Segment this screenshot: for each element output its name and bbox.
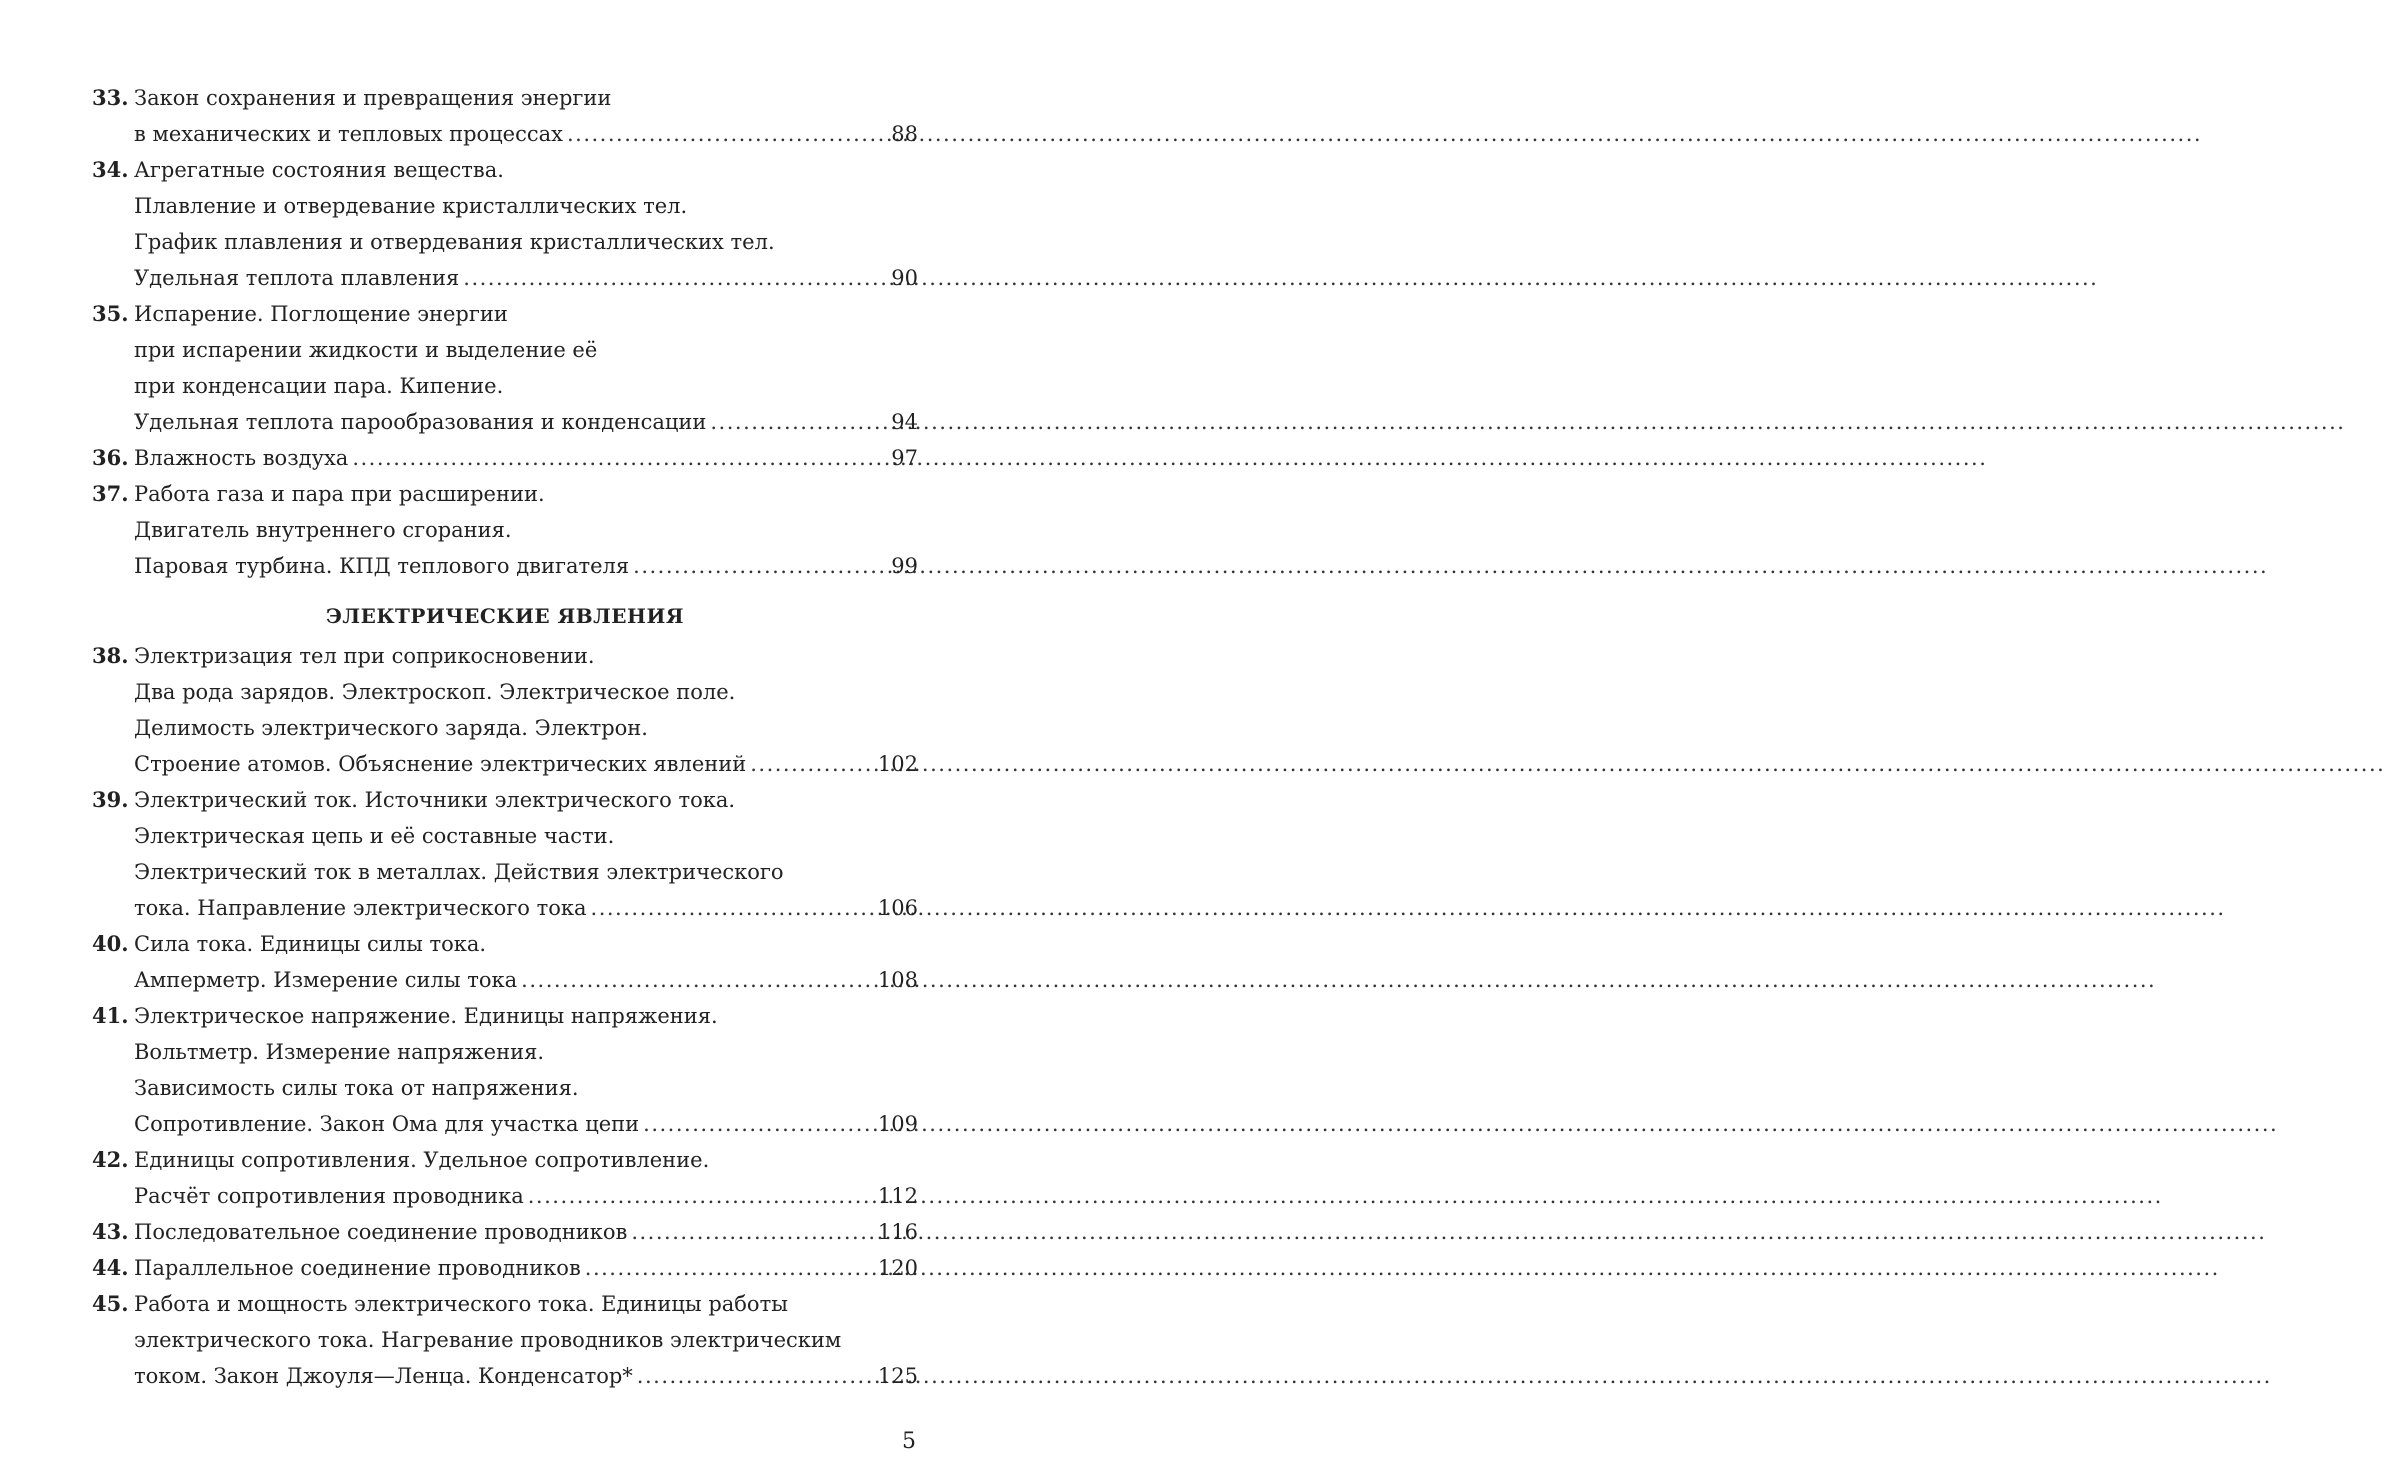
dot-leader xyxy=(521,962,874,998)
entry-title-line: Делимость электрического заряда. Электрон. xyxy=(134,716,648,740)
dot-leader xyxy=(585,1250,874,1286)
dot-leader xyxy=(750,746,874,782)
entry-last-line xyxy=(134,440,918,476)
entry-page-number: 125 xyxy=(877,1364,918,1388)
entry-number: 37. xyxy=(92,481,129,506)
entry-page-number: 120 xyxy=(877,1256,918,1280)
entry-title-line: током. Закон Джоуля—Ленца. Конденсатор* xyxy=(134,1364,633,1388)
entry-number: 38. xyxy=(92,643,129,668)
entry-title-line: Расчёт сопротивления проводника xyxy=(134,1184,524,1208)
entry-title-line: электрического тока. Нагревание проводников электрическим xyxy=(134,1328,842,1352)
entry-title-line: Плавление и отвердевание кристаллических тел. xyxy=(134,194,688,218)
entry-title-line: Вольтметр. Измерение напряжения. xyxy=(134,1040,545,1064)
dot-leader xyxy=(591,890,874,926)
entry-last-line xyxy=(134,548,918,584)
entry-number: 34. xyxy=(92,157,129,182)
toc-entry[interactable] xyxy=(92,638,918,782)
entry-last-line xyxy=(134,1106,918,1142)
entry-title-line: при конденсации пара. Кипение. xyxy=(134,374,504,398)
entry-last-line xyxy=(134,1358,918,1394)
entry-page-number: 102 xyxy=(877,752,918,776)
toc-entry[interactable] xyxy=(92,1214,918,1250)
entry-last-line xyxy=(134,1178,918,1214)
entry-last-line xyxy=(134,1214,918,1250)
entry-number: 41. xyxy=(92,1003,129,1028)
entry-title-line: в механических и тепловых процессах xyxy=(134,122,563,146)
entry-page-number: 88 xyxy=(891,122,918,146)
entry-title-line: Электрический ток. Источники электрического тока. xyxy=(134,788,736,812)
dot-leader xyxy=(633,548,887,584)
toc-entry[interactable] xyxy=(92,440,918,476)
toc-entry[interactable] xyxy=(92,1286,918,1394)
entry-page-number: 109 xyxy=(877,1112,918,1136)
toc-entry[interactable] xyxy=(92,296,918,440)
toc-entry[interactable] xyxy=(92,926,918,998)
entry-title-line: Двигатель внутреннего сгорания. xyxy=(134,518,512,542)
entry-title-line: Работа и мощность электрического тока. Единицы работы xyxy=(134,1292,788,1316)
toc-entry[interactable] xyxy=(92,998,918,1142)
entry-title-line: Электрическая цепь и её составные части. xyxy=(134,824,615,848)
entry-title-line: Закон сохранения и превращения энергии xyxy=(134,86,612,110)
entry-title-line: Единицы сопротивления. Удельное сопротивление. xyxy=(134,1148,710,1172)
entry-title-line: Последовательное соединение проводников xyxy=(134,1220,628,1244)
toc-entry[interactable] xyxy=(92,152,918,296)
entry-title-line: График плавления и отвердевания кристаллических тел. xyxy=(134,230,775,254)
page-number: 5 xyxy=(902,1429,916,1454)
entry-title-line: Строение атомов. Объяснение электрических явлений xyxy=(134,752,747,776)
entry-title-line: Зависимость силы тока от напряжения. xyxy=(134,1076,579,1100)
dot-leader xyxy=(528,1178,874,1214)
table-of-contents xyxy=(92,80,918,1394)
entry-last-line xyxy=(134,404,918,440)
entry-title-line: Удельная теплота плавления xyxy=(134,266,460,290)
toc-entry[interactable] xyxy=(92,1250,918,1286)
entry-number: 33. xyxy=(92,85,129,110)
entry-number: 39. xyxy=(92,787,129,812)
dot-leader xyxy=(643,1106,874,1142)
entry-last-line xyxy=(134,1250,918,1286)
entry-page-number: 94 xyxy=(891,410,918,434)
entry-number: 42. xyxy=(92,1147,129,1172)
entry-title-line: Испарение. Поглощение энергии xyxy=(134,302,508,326)
toc-entry[interactable] xyxy=(92,782,918,926)
entry-number: 43. xyxy=(92,1219,129,1244)
entry-title-line: Два рода зарядов. Электроскоп. Электрическое поле. xyxy=(134,680,736,704)
dot-leader xyxy=(567,116,887,152)
entry-page-number: 112 xyxy=(877,1184,918,1208)
entry-title-line: Электрический ток в металлах. Действия электрического xyxy=(134,860,784,884)
entry-number: 45. xyxy=(92,1291,129,1316)
entry-number: 35. xyxy=(92,301,129,326)
dot-leader xyxy=(637,1358,874,1394)
section-title: ЭЛЕКТРИЧЕСКИЕ ЯВЛЕНИЯ xyxy=(326,604,684,628)
entry-last-line xyxy=(134,260,918,296)
entry-page-number: 97 xyxy=(891,446,918,470)
entry-title-line: Паровая турбина. КПД теплового двигателя xyxy=(134,554,630,578)
entry-title-line: Сила тока. Единицы силы тока. xyxy=(134,932,487,956)
dot-leader xyxy=(352,440,887,476)
entry-title-line: Работа газа и пара при расширении. xyxy=(134,482,545,506)
entry-title-line: Агрегатные состояния вещества. xyxy=(134,158,504,182)
entry-last-line xyxy=(134,746,918,782)
entry-title-line: Амперметр. Измерение силы тока xyxy=(134,968,518,992)
entry-page-number: 116 xyxy=(877,1220,918,1244)
toc-entry[interactable] xyxy=(92,1142,918,1214)
entry-title-line: Электрическое напряжение. Единицы напряжения. xyxy=(134,1004,718,1028)
entry-number: 36. xyxy=(92,445,129,470)
entry-page-number: 99 xyxy=(891,554,918,578)
entry-page-number: 108 xyxy=(877,968,918,992)
entry-last-line xyxy=(134,116,918,152)
entry-last-line xyxy=(134,962,918,998)
entry-last-line xyxy=(134,890,918,926)
entry-page-number: 90 xyxy=(891,266,918,290)
toc-entry[interactable] xyxy=(92,476,918,584)
entry-page-number: 106 xyxy=(877,896,918,920)
entry-title-line: Электризация тел при соприкосновении. xyxy=(134,644,595,668)
dot-leader xyxy=(463,260,887,296)
dot-leader xyxy=(631,1214,874,1250)
entry-number: 44. xyxy=(92,1255,129,1280)
toc-entry[interactable] xyxy=(92,80,918,152)
entry-title-line: тока. Направление электрического тока xyxy=(134,896,587,920)
entry-title-line: при испарении жидкости и выделение её xyxy=(134,338,598,362)
entry-title-line: Сопротивление. Закон Ома для участка цепи xyxy=(134,1112,640,1136)
entry-title-line: Параллельное соединение проводников xyxy=(134,1256,581,1280)
entry-title-line: Влажность воздуха xyxy=(134,446,349,470)
dot-leader xyxy=(710,404,887,440)
entry-title-line: Удельная теплота парообразования и конденсации xyxy=(134,410,707,434)
entry-number: 40. xyxy=(92,931,129,956)
